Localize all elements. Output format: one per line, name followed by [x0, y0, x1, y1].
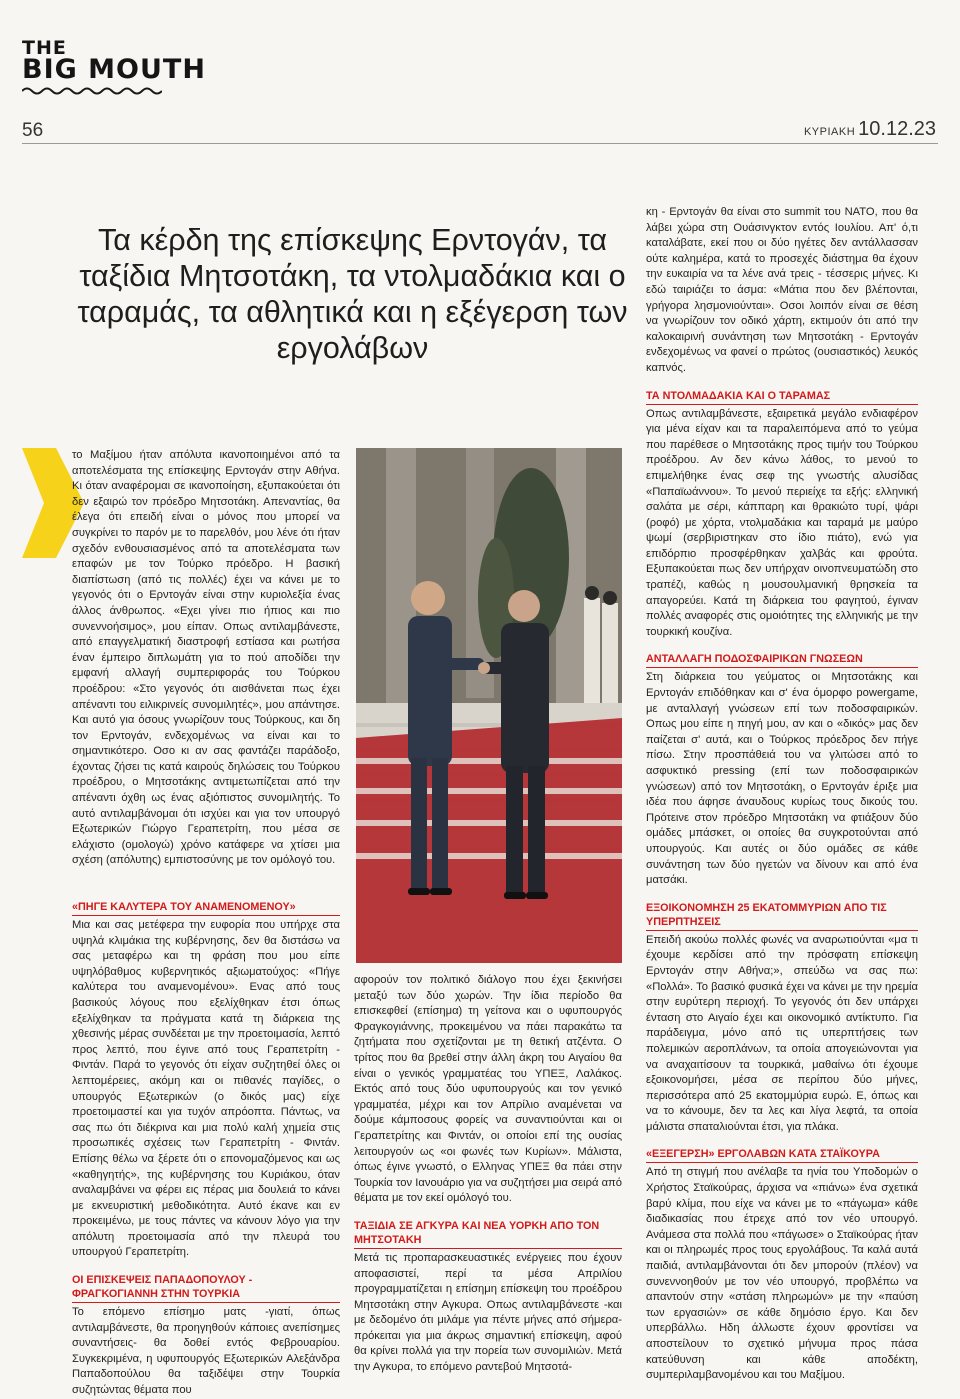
subheading-savings-25-million: ΕΞΟΙΚΟΝΟΜΗΣΗ 25 ΕΚΑΤΟΜΜΥΡΙΩΝ ΑΠΟ ΤΙΣ ΥΠΕΡΠΤΗΣΕΙΣ	[646, 901, 918, 931]
paragraph: Μετά τις προπαρασκευαστικές ενέργειες που έχουν αποφασιστεί, περί τα μέσα Απριλίου προγραμματίζεται η επίσημη επίσκεψη του προέδρου Μητσοτάκη στην Αγκυρα. Οπως αντιλαμβάνεστε -και με δεδομένο ότι μιλάμε για πέντε μήνες από σήμερα- πρόκειται για μια άκρως σημαντική επίσκεψη, αφού θα κρίνει πολλά για την πορεία των συνομιλιών. Μετά την Αγκυρα, το επόμενο ραντεβού Μητσοτά-	[354, 1251, 622, 1374]
subheading-football-knowledge: ΑΝΤΑΛΛΑΓΗ ΠΟΔΟΣΦΑΙΡΙΚΩΝ ΓΝΩΣΕΩΝ	[646, 652, 918, 668]
masthead-the: THE	[22, 37, 67, 59]
paragraph: Επειδή ακούω πολλές φωνές να αναρωτιούνται «μα τι έχουμε κερδίσει από την πρόσφατη επίσκεψη Ερντογάν στην Αθήνα;», σπεύδω να σας πω: «Πολλά». Το βασικό φυσικά έχει να κάνει με την ηρεμία στην ευρύτερη περιοχή. Το γεγονός ότι δεν υπάρχει ένταση στο Αιγαίο έχει και οικονομικό αντίκτυπο. Για παράδειγμα, μόνο από τις υπερπτήσεις των πολεμικών αεροπλάνων, τα οποία απογειώνονται για να αναχαιτίσουν τα τουρκικά, μαθαίνω ότι έχουμε εξοικονομήσει, μέσα σε περίπου δύο μήνες, περισσότερα από 25 εκατομμύρια ευρώ. Ε, όπως και να το κάνουμε, δεν τα λες και λίγα λεφτά, τα οποία μάλιστα σπαταλιούνται έτσι, για πλάκα.	[646, 933, 918, 1133]
header-rule	[22, 143, 938, 144]
issue-date-value: 10.12.23	[858, 118, 936, 140]
subheading-contractors-uprising: «ΕΞΕΓΕΡΣΗ» ΕΡΓΟΛΑΒΩΝ ΚΑΤΑ ΣΤΑΪΚΟΥΡΑ	[646, 1147, 918, 1163]
column-1-lower	[72, 888, 340, 1399]
headline: Τα κέρδη της επίσκεψης Ερντογάν, τα ταξίδια Μητσοτάκη, τα ντολμαδάκια και ο ταραμάς, τα αθλητικά και η εξέγερση των εργολάβων	[77, 223, 628, 366]
photo-illustration	[356, 448, 622, 963]
paragraph: αφορούν τον πολιτικό διάλογο που έχει ξεκινήσει μεταξύ των δύο χωρών. Την ίδια περίοδο θα επισκεφθεί (επίσημα) τη γείτονα και ο υφυπουργός Φραγκογιάννης, προκειμένου να πάει παρακάτω τα ζητήματα που σχετίζονται με τη θετική ατζέντα. Ο τρίτος που θα βρεθεί στην άλλη άκρη του Αιγαίου θα είναι ο γενικός γραμματέας του ΥΠΕΞ, Λαλάκος. Εκτός από τους δύο υφυπουργούς και τον γενικό γραμματέα, μέχρι και τον Απρίλιο αναμένεται να δούμε κάμποσους φορείς να συναντιούνται και οι Γεραπετρίτης και Φιντάν, οι οποίοι επί της ουσίας λειτουργούν ως «οι φωνές των Κυρίων». Μάλιστα, όπως έγινε γνωστό, ο Ελληνας ΥΠΕΞ θα πάει στην Τουρκία τον Ιανουάριο για να συζητήσει μια σειρά από θέματα με τον εκεί ομόλογό του.	[354, 974, 622, 1205]
column-1-intro	[72, 448, 340, 869]
paragraph: Μια και σας μετέφερα την ευφορία που υπήρχε στα υψηλά κλιμάκια της κυβέρνησης, δεν θα διστάσω να σας μεταφέρω και τη φράση που μου είπε υψηλόβαθμος κυβερνητικός αξιωματούχος: «Πήγε καλύτερα του αναμενομένου». Ενας από τους βασικούς λόγους που εξελίχθηκαν έτσι όπως εξελίχθηκαν τα πράγματα κατά τη διάρκεια της χθεσινής μέρας συνδέεται με την προετοιμασία, λεπτό προς λεπτό, που έγινε από τους Γεραπετρίτη - Φιντάν. Παρά το γεγονός ότι είχαν συζητηθεί όλες οι λεπτομέρειες, ακόμη και οι πιθανές παγίδες, ο υπουργός Εξωτερικών (ο δικός μας) είχε προετοιμαστεί και για τυχόν απρόοπτα. Πάντως, να σας πω ότι διέκρινα και μια πολύ καλή χημεία στις προσωπικές σχέσεις των Γεραπετρίτη - Φιντάν. Επίσης θέλω να ξέρετε ότι ο επονομαζόμενος και ως «καθηγητής», της κυβέρνησης του Κυριάκου, όταν αναλαμβάνει να φέρει εις πέρας μια δουλειά το κάνει με εκνευριστική μεθοδικότητα. Αυτό έκανε και εν προκειμένω, με τους πάντες να κάνουν λόγο για την απόλυτη προετοιμασία από την πλευρά του υπουργού Γεραπετρίτη.	[72, 919, 340, 1259]
masthead-title: BIG MOUTH	[22, 54, 206, 85]
intro-paragraph: το Μαξίμου ήταν απόλυτα ικανοποιημένοι από τα αποτελέσματα της επίσκεψης Ερντογάν στην Αθήνα. Κι όταν αναφέρομαι σε ικανοποίηση, εξυπακούεται ότι δεν εξαιρώ τον πρόεδρο Μητσοτάκη. Απεναντίας, θα έλεγα ότι επειδή είναι ο μόνος που μπορεί να συγκρίνει το παρόν με το παρελθόν, μου λένε ότι ήταν σχεδόν ενθουσιασμένος από τα αποτελέσματα των επαφών με τον Τούρκο πρόεδρο. Η βασική διαπίστωση (από τις πολλές) έχει να κάνει με το γεγονός ότι ο Ερντογάν είναι στην κυριολεξία ένας άλλος άνθρωπος. «Εχει γίνει πιο ήπιος και πιο συνεννοήσιμος», μου είπαν. Οπως αντιλαμβάνεστε, από επαγγελματική διαστροφή εστίασα και ρωτήσα έναν έμπειρο διπλωμάτη για το πού αποδίδει την εμφανή αλλαγή συμπεριφοράς του Τούρκου προέδρου: «Στο γεγονός ότι αισθάνεται πως έχει απέναντι του ειλικρινείς συνομιλητές», μου απάντησε. Και αυτό για όσους γνωρίζουν τους Τούρκους, και δη τον Ερντογάν, ενδεχομένως να είναι και το σημαντικότερο. Οσο κι αν σας φαντάζει παράδοξο, έχοντας ζήσει τις κατά καιρούς δηλώσεις του Τούρκου προέδρου, ο Μητσοτάκης αντιμετωπίζεται από την απέναντι όχθη ως ένας αξιόπιστος συνομιλητής. Το αυτό αντιλαμβάνομαι ότι ισχύει και για τον υπουργό Εξωτερικών Γιώργο Γεραπετρίτη, που μέσα σε ελάχιστο (ομολογώ) χρόνο κατάφερε να χτίσει μια σχέση (απόλυτης) εμπιστοσύνης με τον ομόλογό του.	[72, 449, 340, 867]
column-2-lower	[354, 973, 622, 1376]
masthead	[22, 37, 206, 96]
issue-day: ΚΥΡΙΑΚΗ	[803, 126, 856, 138]
subheading-dolmadakia-taramas: ΤΑ ΝΤΟΛΜΑΔΑΚΙΑ ΚΑΙ Ο ΤΑΡΑΜΑΣ	[646, 389, 918, 405]
issue-date	[804, 118, 936, 141]
paragraph: Από τη στιγμή που ανέλαβε τα ηνία του Υποδομών ο Χρήστος Σταϊκούρας, άρχισα να «πιάνω» ένα σχετικά βαρύ κλίμα, που είχε να κάνει με το «πάγωμα» κάθε διαδικασίας που έτρεχε από τον νέο υπουργό. Ανάμεσα στα πολλά που «πάγωσε» ο Σταϊκούρας ήταν και οι πληρωμές προς τους εργολάβους. Τα καλά αυτά παιδιά, αντιλαμβάνονται ότι δεν μπορούν (πλέον) να συνεννοηθούν με τον νέο υπουργό, προβλέπω να απαντούν στην «στάση πληρωμών» με την «παύση των εργασιών» σε κάθε δημόσιο έργο. Και δεν υπερβάλλω. Ηδη άλλωστε έχουν φροντίσει να αποστείλουν το σχετικό μήνυμα προς πάσα κατεύθυνση και κάθε αποδέκτη, συμπεριλαμβανομένου και του Μαξίμου.	[646, 1166, 918, 1382]
paragraph: κη - Ερντογάν θα είναι στο summit του ΝΑΤΟ, που θα λάβει χώρα στη Ουάσινγκτον εντός Ιουλίου. Απ' ό,τι καταλάβατε, εκεί που οι δύο ηγέτες δεν αντάλλασσαν ούτε καλημέρα, κατά το προσεχές διάστημα θα έχουν την ευκαιρία να τα λένε ανά τρεις - τέσσερις μήνες. Κι εδώ ταιριάζει το άσμα: «Μάτια που δεν βλέπονται, γρήγορα λησμονιούνται». Οσοι λοιπόν είναι σε θέση να γνωρίζουν τον οδικό χάρτη, εκτιμούν ότι από την καλοκαιρινή συνάντηση των Μητσοτάκη - Ερντογάν ενδεχομένως να φανεί ο πρώτος (ουσιαστικός) λευκός καπνός.	[646, 206, 918, 374]
paragraph: Οπως αντιλαμβάνεστε, εξαιρετικά μεγάλο ενδιαφέρον για μένα είχαν και τα παραλειπόμενα από το γεύμα που παρέθεσε ο Μητσοτάκης προς τιμήν του Τούρκου προέδρου. Αν δεν κάνω λάθος, το μενού το επιμελήθηκε ένας σεφ της γνωστής αλυσίδας «Παπαϊωάννου». Το μενού περιείχε τα εξής: ελληνική σαλάτα με σέρι, κάππαρη και θρακιώτο τυρί, ψάρι (ροφό) με χόρτα, ντολμαδάκια και ταραμά με μαύρο ψωμί (σερβιριστηκαν στο ίδιο πιάτο), ενώ για επιδόρπιο προσφέρθηκαν χαλβάς και φρούτα. Εξυπακούεται πως δεν υπήρχαν οινοπνευματώδη στο τραπέζι, καθώς η μουσουλμανική θρησκεία τα απαγορεύει. Κατά τη διάρκεια του φαγητού, έγιναν πολλές αναφορές στις ομοιότητες της ελληνικής με την τουρκική κουζίνα.	[646, 407, 918, 638]
masthead-wave-decoration	[22, 86, 162, 96]
column-3	[646, 205, 918, 1384]
subheading-visits-papadopoulou-fragogianni: ΟΙ ΕΠΙΣΚΕΨΕΙΣ ΠΑΠΑΔΟΠΟΥΛΟΥ - ΦΡΑΓΚΟΓΙΑΝΝΗ ΣΤΗΝ ΤΟΥΡΚΙΑ	[72, 1273, 340, 1303]
photo-mitsotakis-erdogan-handshake	[356, 448, 622, 963]
subheading-better-than-expected: «ΠΗΓΕ ΚΑΛΥΤΕΡΑ ΤΟΥ ΑΝΑΜΕΝΟΜΕΝΟΥ»	[72, 900, 340, 916]
subheading-trips-ankara-newyork: ΤΑΞΙΔΙΑ ΣΕ ΑΓΚΥΡΑ ΚΑΙ ΝΕΑ ΥΟΡΚΗ ΑΠΟ ΤΟΝ ΜΗΤΣΟΤΑΚΗ	[354, 1219, 622, 1249]
paragraph: Το επόμενο επίσημο ματς -γιατί, όπως αντιλαμβάνεστε, θα προηγηθούν κάποιες ανεπίσημες συναντήσεις- θα δοθεί εντός Φεβρουαρίου. Συγκεκριμένα, η υφυπουργός Εξωτερικών Αλεξάνδρα Παπαδοπούλου θα ταξιδέψει στην Τουρκία συζητώντας θέματα που	[72, 1306, 340, 1397]
paragraph: Στη διάρκεια του γεύματος οι Μητσοτάκης και Ερντογάν επιδόθηκαν και σ' ένα όμορφο powergame, με ανταλλαγή γνώσεων επί των ποδοσφαιρικών. Οπως μου είπε η πηγή μου, αν και ο «δικός» μας δεν παίζεται σ' αυτά, και ο Τούρκος πρόεδρος δεν πήγε πίσω. Στην προσπάθειά του να γλιτώσει από το ασφυκτικό pressing (επί των ποδοσφαιρικών γνώσεων) από τον Μητσοτάκη, ο Ερντογάν έριξε μια ιδέα που άφησε άναυδους κυρίως τους δικούς του. Πρότεινε στον πρόεδρο Μητσοτάκη να φτιάξουν δύο ομάδες μπάσκετ, οι οποίες θα συγκροτούνται από υπουργούς. Και αυτές οι δύο ομάδες σε κάθε συνάντηση των δύο ηγετών να δίνουν και από ένα ματσάκι.	[646, 671, 918, 887]
page-number: 56	[22, 120, 44, 141]
